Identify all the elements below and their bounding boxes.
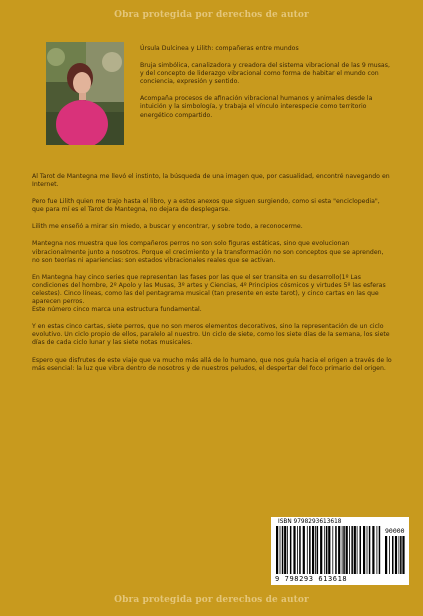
barcode-bar (377, 526, 378, 574)
author-bio-paragraph: Acompaña procesos de afinación vibracional humanos y animales desde la intuición y la simbología, y trabaja el vínculo interespecie como territorio energético compartido. (140, 95, 373, 119)
copyright-watermark-bottom: Obra protegida por derechos de autor (114, 595, 309, 605)
barcode-bar (312, 526, 314, 574)
body-paragraph: Este número cinco marca una estructura fundamental. (32, 306, 202, 314)
copyright-watermark-top: Obra protegida por derechos de autor (114, 10, 309, 20)
barcode-bar (297, 526, 298, 574)
price-addon-bars (384, 536, 406, 574)
author-portrait-image (46, 42, 124, 145)
isbn-label: ISBN 9798293613618 (278, 519, 342, 525)
price-code: 90000 (385, 527, 405, 535)
barcode-bar (400, 536, 402, 574)
barcode-bar (309, 526, 311, 574)
body-paragraph: Al Tarot de Mantegna me llevó el instinto, la búsqueda de una imagen que, por casualidad, encontré navegando en Internet. (32, 173, 390, 189)
barcode-bar (320, 526, 322, 574)
barcode-bar (324, 526, 325, 574)
barcode-bar (282, 526, 284, 574)
body-paragraph: Lilith me enseñó a mirar sin miedo, a buscar y encontrar, y sobre todo, a reconocerme. (32, 223, 303, 231)
barcode-bar (328, 526, 330, 574)
barcode-bar (342, 526, 343, 574)
barcode-bar (357, 526, 358, 574)
barcode-bar (276, 526, 278, 574)
barcode-bar (349, 526, 350, 574)
barcode-bar (290, 526, 292, 574)
author-bio-heading: Úrsula Dulcinea y Lilith: compañeras entre mundos (140, 45, 299, 52)
barcode-bar (379, 526, 381, 574)
body-paragraph: Espero que disfrutes de este viaje que va mucho más allá de lo humano, que nos guía hacia el origen a través de lo más esencial: la luz que vibra dentro de nosotros y de nuestros peludos, el despertar del foco primario del origen. (32, 356, 392, 372)
barcode-bar (293, 526, 295, 574)
author-bio (140, 45, 390, 129)
body-paragraph: En Mantegna hay cinco series que representan las fases por las que el ser transita en su desarrollo(1º Las condiciones del hombre, 2º Apolo y las Musas, 3º artes y Ciencias, 4º Principios cósmicos y virtudes 5º las esferas celestes). Cinco líneas, como las del pentagrama musical (tan presente en este tarot), y cinco cartas en las que aparecen perros. (32, 273, 386, 306)
barcode-digits: 9 798293 613618 (275, 575, 348, 583)
body-paragraph: Mantegna nos muestra que los compañeros perros no son solo figuras estáticas, sino que evolucionan vibracionalmente junto a nosotros. Porque el crecimiento y la transformación no son conceptos que se aprenden, no son teorías ni apariencias: son estados vibracionales reales que se activan. (32, 240, 384, 264)
barcode-bar (299, 526, 301, 574)
barcode-bar (395, 536, 397, 574)
barcode-bar (284, 526, 286, 574)
barcode-bar (335, 526, 337, 574)
barcode-bar (367, 526, 368, 574)
barcode-bar (287, 526, 288, 574)
barcode-bar (351, 526, 353, 574)
barcode-bar (363, 526, 365, 574)
barcode-bar (385, 536, 387, 574)
author-photo (46, 42, 124, 145)
body-paragraph: Pero fue Lilith quien me trajo hasta el libro, y a estos anexos que siguen surgiendo, como si esta "enciclopedia", que para mí es el Tarot de Mantegna, no dejara de desplegarse. (32, 198, 380, 214)
barcode-bar (303, 526, 305, 574)
barcode-bar (360, 526, 362, 574)
barcode-bar (372, 526, 374, 574)
back-cover-text (32, 173, 392, 382)
barcode-bar (402, 536, 404, 574)
barcode-bar (317, 526, 319, 574)
author-bio-paragraph: Bruja simbólica, canalizadora y creadora del sistema vibracional de las 9 musas, y del concepto de liderazgo vibracional como forma de habitar el mundo con conciencia, expresión y sentido. (140, 62, 390, 86)
barcode-bar (354, 526, 356, 574)
barcode-bar (332, 526, 333, 574)
barcode-bar (315, 526, 316, 574)
barcode-bar (346, 526, 348, 574)
ean-barcode-bars (275, 526, 381, 576)
barcode-bar (280, 526, 281, 574)
isbn-barcode (271, 517, 409, 585)
barcode-bar (343, 526, 345, 574)
barcode-bar (369, 526, 371, 574)
barcode-bar (392, 536, 394, 574)
barcode-bar (307, 526, 308, 574)
barcode-bar (326, 526, 328, 574)
barcode-bar (338, 526, 340, 574)
barcode-bar (389, 536, 390, 574)
barcode-bar (399, 536, 400, 574)
body-paragraph: Y en estas cinco cartas, siete perros, que no son meros elementos decorativos, sino la representación de un ciclo evolutivo. Un ciclo propio de ellos, paralelo al nuestro. Un ciclo de siete, como los siete días de la semana, los siete días de cada ciclo lunar y las siete notas musicales. (32, 323, 390, 347)
